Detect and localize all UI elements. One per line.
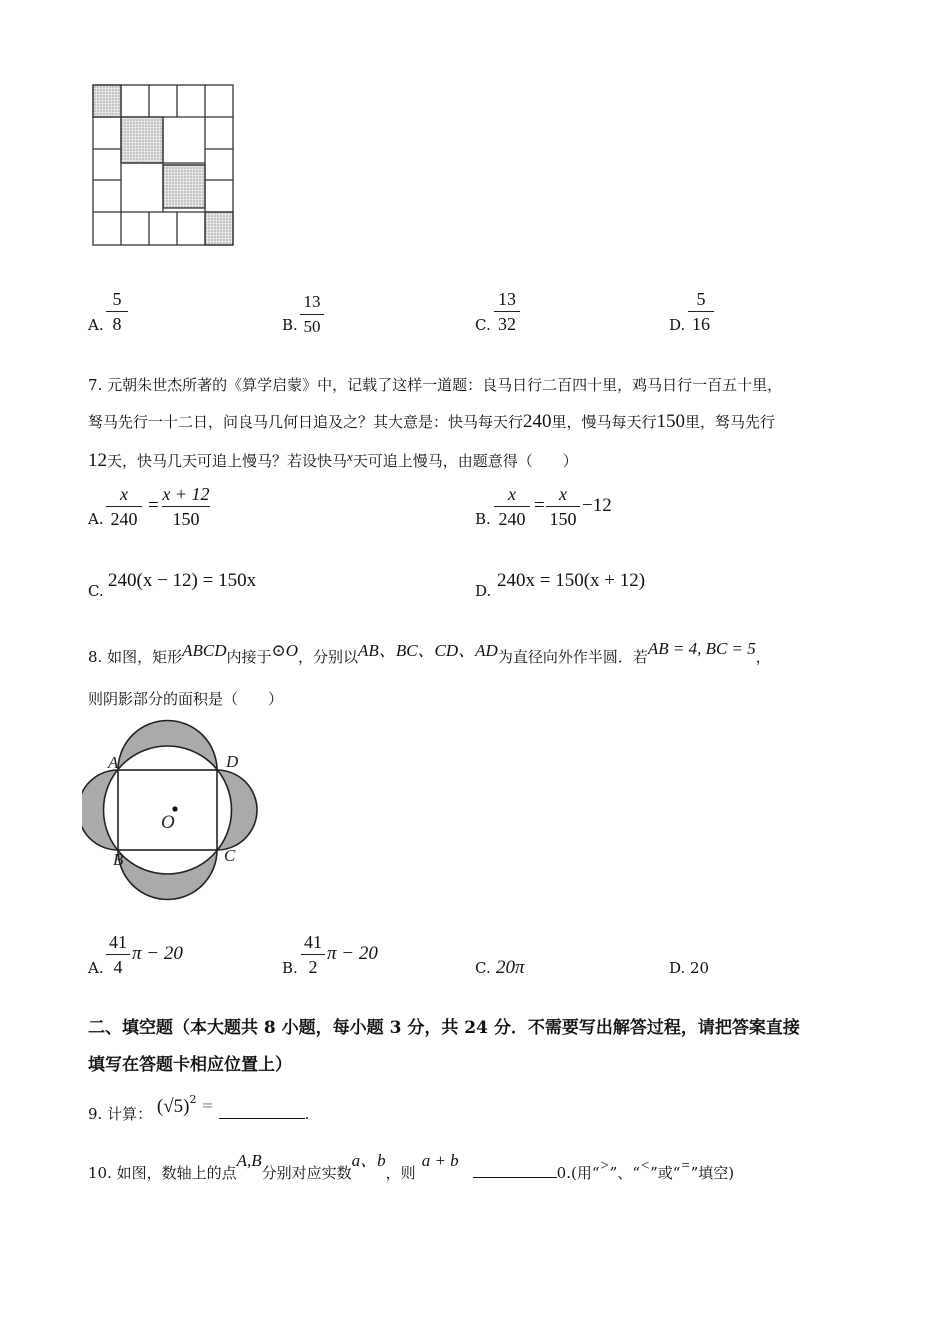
option-tail: π − 20 <box>132 943 183 964</box>
option-label: D. <box>475 582 492 600</box>
q8-text: ，分别以 <box>298 648 359 666</box>
fraction <box>301 931 325 978</box>
denominator: 150 <box>172 509 200 529</box>
minus-term: −12 <box>582 495 612 516</box>
q8-segments: AB、BC、CD、AD <box>358 641 498 660</box>
denominator: 150 <box>549 509 577 529</box>
option-expression: 20π <box>496 957 525 978</box>
circle-rectangle-figure <box>82 715 282 905</box>
shaded-square-3 <box>163 165 205 208</box>
option-label: C. <box>475 959 491 977</box>
numerator: 41 <box>304 932 322 952</box>
option-expression: 240x = 150(x + 12) <box>497 570 646 591</box>
fraction-left <box>494 483 530 530</box>
q9-answer-blank[interactable] <box>219 1118 305 1119</box>
denominator: 32 <box>498 314 516 334</box>
fraction <box>494 288 520 335</box>
option-label: C. <box>475 316 491 334</box>
label-c: C <box>224 846 236 865</box>
q10-text: ”或“ <box>650 1164 681 1182</box>
fraction <box>688 288 714 335</box>
section-2-heading-line-2: 填写在答题卡相应位置上） <box>88 1055 292 1075</box>
q10-symbol-eq: = <box>680 1158 691 1174</box>
q9-equals: = <box>201 1096 214 1114</box>
option-label: B. <box>282 316 298 334</box>
option-label: B. <box>282 959 298 977</box>
label-b: B <box>113 850 124 869</box>
numerator: 5 <box>696 289 706 309</box>
q10-points: A,B <box>236 1151 262 1170</box>
q10-variables: a、b <box>351 1151 386 1170</box>
fraction-right <box>162 483 210 530</box>
q10-symbol-lt: < <box>639 1158 651 1174</box>
option-tail: π − 20 <box>327 943 378 964</box>
q10-symbol-gt: > <box>599 1158 610 1174</box>
section-2-heading-line-1: 二、填空题（本大题共 8 小题，每小题 3 分，共 24 分．不需要写出解答过程，请把答案直接 <box>88 1018 800 1038</box>
numerator: 13 <box>498 289 516 309</box>
q10-text: 分别对应实数 <box>261 1164 352 1182</box>
label-d: D <box>226 752 239 771</box>
q7-text: 驽马先行一十二日，问良马几何日追及之？其大意是：快马每天行 <box>88 413 524 431</box>
fraction-left <box>106 483 142 530</box>
q10-text: ，则 <box>385 1164 416 1182</box>
option-label: B. <box>475 510 491 528</box>
q7-number-12: 12 <box>88 450 107 471</box>
option-label: A. <box>88 510 104 528</box>
fraction <box>106 288 128 335</box>
q8-rect-name: ABCD <box>182 641 227 660</box>
q7-line-2 <box>88 412 775 431</box>
numerator: x <box>508 484 516 504</box>
q8-line-2: 则阴影部分的面积是（ ） <box>88 690 284 708</box>
numerator: 41 <box>109 932 127 952</box>
option-expression: 240(x − 12) = 150x <box>108 570 257 591</box>
numerator: x <box>559 484 567 504</box>
option-expression: 20 <box>690 959 710 977</box>
q10-answer-blank[interactable] <box>473 1177 557 1178</box>
option-label: A. <box>88 959 104 977</box>
q8-line-1 <box>88 640 771 665</box>
option-label: D. <box>669 959 686 977</box>
q8-circle-name: ⊙O <box>271 641 299 660</box>
q7-line-3 <box>88 450 578 470</box>
q10-expression: a + b <box>421 1151 459 1170</box>
q7-text: 里，驽马先行 <box>685 413 776 431</box>
denominator: 16 <box>692 314 710 334</box>
q8-condition: AB = 4, BC = 5 <box>647 639 756 658</box>
option-label: D. <box>669 316 686 334</box>
q9-text: 9. 计算： <box>88 1105 153 1123</box>
q8-text: 8. 如图，矩形 <box>88 648 183 666</box>
option-label: C. <box>88 582 104 600</box>
denominator: 8 <box>112 314 122 334</box>
equals-sign: = <box>534 495 545 516</box>
q9-exponent: 2 <box>189 1093 197 1106</box>
denominator: 4 <box>113 957 123 977</box>
q10-text: 10. 如图，数轴上的点 <box>88 1164 237 1182</box>
label-o: O <box>161 812 175 833</box>
label-a: A <box>108 753 119 772</box>
denominator: 240 <box>110 509 138 529</box>
fraction-right <box>546 483 580 530</box>
numerator: x <box>120 484 128 504</box>
q8-text: ， <box>755 648 771 666</box>
center-dot <box>172 806 177 811</box>
equals-sign: = <box>148 495 159 516</box>
q9-period: . <box>304 1105 310 1123</box>
q8-text: 内接于 <box>226 648 272 666</box>
q7-variable: x <box>347 449 353 464</box>
q8-text: 为直径向外作半圆．若 <box>497 648 648 666</box>
denominator: 240 <box>498 509 526 529</box>
q7-number-240: 240 <box>523 411 552 432</box>
denominator: 50 <box>303 317 321 336</box>
q10-text: ”填空) <box>690 1164 735 1182</box>
shaded-square-4 <box>205 212 233 245</box>
q7-line-1: 7. 元朝朱世杰所著的《算学启蒙》中，记载了这样一道题：良马日行二百四十里，鸡马日行一百五十里， <box>88 376 783 394</box>
shaded-square-2 <box>121 117 163 163</box>
q9-expression: (√5) <box>156 1096 190 1117</box>
fraction <box>106 931 130 978</box>
numerator: x + 12 <box>162 484 210 504</box>
q7-text: 天，快马几天可追上慢马？若设快马 <box>107 452 348 470</box>
option-label: A. <box>88 316 104 334</box>
q7-text: 里，慢马每天行 <box>551 413 657 431</box>
numerator: 5 <box>112 289 122 309</box>
q9-line <box>88 1093 310 1123</box>
denominator: 2 <box>308 957 318 977</box>
q10-text: 0.(用“ <box>556 1164 600 1182</box>
q7-number-150: 150 <box>656 411 686 432</box>
fraction <box>300 291 324 338</box>
q10-line <box>88 1151 735 1182</box>
q7-text: 天可追上慢马，由题意得（ ） <box>352 452 578 470</box>
grid-figure <box>88 80 240 250</box>
q10-text: ”、“ <box>609 1164 640 1182</box>
numerator: 13 <box>303 292 321 311</box>
shaded-square-1 <box>93 85 121 117</box>
